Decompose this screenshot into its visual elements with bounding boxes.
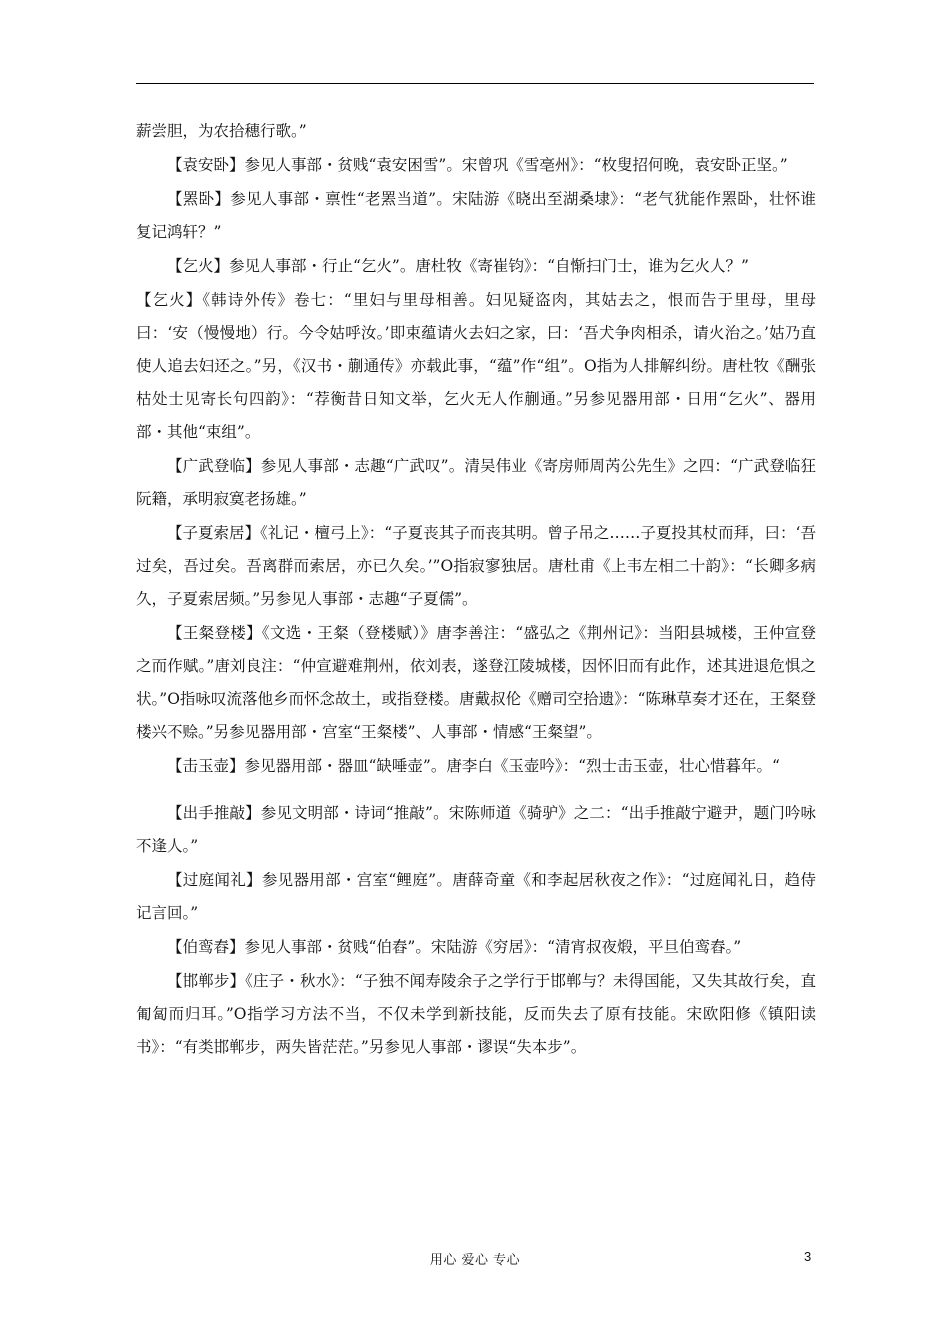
entry-guang-wu-deng-lin: 【广武登临】参见人事部・志趣“广武叹”。清吴伟业《寄房师周芮公先生》之四：“广武登临狂阮籍，承明寂寞老扬雄。” xyxy=(136,457,816,508)
entry-pi-wo: 【罴卧】参见人事部・禀性“老罴当道”。宋陆游《晓出至湖桑埭》：“老气犹能作罴卧，壮怀谁复记鸿轩？” xyxy=(136,190,816,241)
entry-chu-shou-tui-qiao: 【出手推敲】参见文明部・诗词“推敲”。宋陈师道《骑驴》之二：“出手推敲宁避尹，题门吟咏不逢人。” xyxy=(136,804,816,855)
entry-wang-can-deng-lou: 【王粲登楼】《文选・王粲（登楼赋）》唐李善注：“盛弘之《荆州记》：当阳县城楼，王仲宣登之而作赋。”唐刘良注：“仲宣避难荆州，依刘表，遂登江陵城楼，因怀旧而有此作，述其进退危惧之状。”O指咏叹流落他乡而怀念故土，或指登楼。唐戴叔伦《赠司空拾遗》：“陈琳草奏才还在，王粲登楼兴不赊。”另参见器用部・宫室“王粲楼”、人事部・情感“王粲望”。 xyxy=(136,624,816,741)
body-text xyxy=(136,115,816,1065)
entry-zi-xia-suo-ju: 【子夏索居】《礼记・檀弓上》：“子夏丧其子而丧其明。曾子吊之……子夏投其杖而拜，曰：‘吾过矣，吾过矣。吾离群而索居，亦已久矣。’”O指寂寥独居。唐杜甫《上韦左相二十韵》：“长卿多病久，子夏索居频。”另参见人事部・志趣“子夏儒”。 xyxy=(136,524,816,608)
entry-qi-huo-1: 【乞火】参见人事部・行止“乞火”。唐杜牧《寄崔钧》：“自惭扫门士，谁为乞火人？” xyxy=(167,257,749,275)
entry-guo-ting-wen-li: 【过庭闻礼】参见器用部・宫室“鲤庭”。唐薛奇童《和李起居秋夜之作》：“过庭闻礼日，趋侍记言回。” xyxy=(136,871,816,922)
entry-qi-huo-2: 【乞火】《韩诗外传》卷七：“里妇与里母相善。妇见疑盗肉，其姑去之，恨而告于里母，里母曰：‘安（慢慢地）行。今令姑呼汝。’即束蕴请火去妇之家，曰：‘吾犬争肉相杀，请火治之。’姑乃直使人追去妇还之。”另，《汉书・蒯通传》亦载此事，“蕴”作“组”。O指为人排解纠纷。唐杜牧《酬张枯处士见寄长句四韵》：“荐衡昔日知文举，乞火无人作蒯通。”另参见器用部・日用“乞火”、器用部・其他“束组”。 xyxy=(136,291,816,441)
entry-bo-luan-chong: 【伯鸾舂】参见人事部・贫贱“伯舂”。宋陆游《穷居》：“清宵叔夜煅，平旦伯鸾舂。” xyxy=(167,938,742,956)
entry-han-dan-bu: 【邯郸步】《庄子・秋水》：“子独不闻寿陵余子之学行于邯郸与？未得国能，又失其故行矣，直匍匐而归耳。”O指学习方法不当，不仅未学到新技能，反而失去了原有技能。宋欧阳修《镇阳读书》：“有类邯郸步，两失皆茫茫。”另参见人事部・谬误“失本步”。 xyxy=(136,972,816,1056)
entry-ji-yu-hu: 【击玉壶】参见器用部・器皿“缺唾壶”。唐李白《玉壶吟》：“烈士击玉壶，壮心惜暮年。“ xyxy=(167,757,780,775)
entry-yuan-an-wo: 【袁安卧】参见人事部・贫贱“袁安困雪”。宋曾巩《雪亳州》：“枚叟招何晚，袁安卧正坚。” xyxy=(167,156,788,174)
paragraph-continuation: 薪尝胆，为农拾穗行歌。” xyxy=(136,122,307,140)
page-number: 3 xyxy=(804,1249,812,1264)
header-rule xyxy=(136,83,814,84)
footer-motto: 用心 爱心 专心 xyxy=(429,1253,521,1268)
